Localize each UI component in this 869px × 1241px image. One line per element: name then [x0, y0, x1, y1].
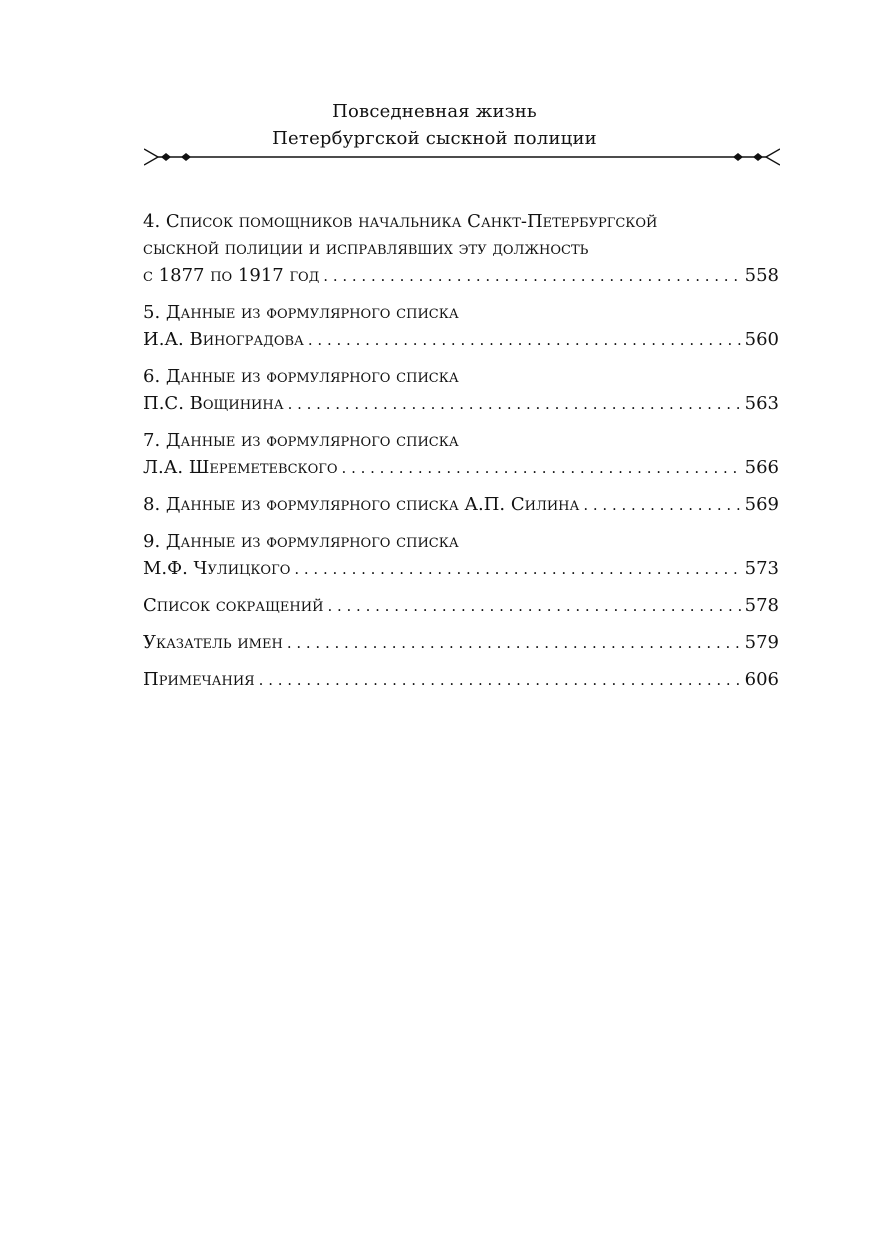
page-number: 606	[744, 669, 779, 690]
header-ornament-rule	[144, 146, 780, 168]
toc-entry-name-index[interactable]	[143, 629, 779, 657]
dot-leader	[294, 556, 740, 583]
toc-entry-text: П.С. Вощинина	[143, 393, 284, 414]
toc-entry-text: Примечания	[143, 669, 255, 690]
toc-entry-text: 5. Данные из формулярного списка	[143, 302, 459, 323]
toc-entry-text: Л.А. Шереметевского	[143, 457, 338, 478]
toc-entry-text: Указатель имен	[143, 632, 283, 653]
running-header	[0, 98, 869, 152]
dot-leader	[583, 492, 740, 519]
page-number: 569	[744, 494, 779, 515]
toc-entry-text: с 1877 по 1917 год	[143, 265, 320, 286]
toc-entry-6[interactable]	[143, 363, 779, 418]
toc-entry-text: 7. Данные из формулярного списка	[143, 430, 459, 451]
dot-leader	[287, 630, 741, 657]
toc-entry-4[interactable]	[143, 208, 779, 290]
dot-leader	[308, 327, 741, 354]
page-number: 573	[744, 558, 779, 579]
header-line-2: Петербургской сыскной полиции	[272, 128, 597, 149]
toc-entry-5[interactable]	[143, 299, 779, 354]
toc-entry-text: Список сокращений	[143, 595, 324, 616]
toc-entry-text: 4. Список помощников начальника Санкт-Петербургской	[143, 211, 658, 232]
dot-leader	[327, 593, 740, 620]
dot-leader	[323, 263, 740, 290]
dot-leader	[342, 455, 741, 482]
toc-entry-text: 9. Данные из формулярного списка	[143, 531, 459, 552]
dot-leader	[288, 391, 741, 418]
page-number: 563	[744, 393, 779, 414]
header-line-1: Повседневная жизнь	[332, 101, 537, 122]
toc-entry-notes[interactable]	[143, 666, 779, 694]
toc-entry-text: 6. Данные из формулярного списка	[143, 366, 459, 387]
toc-entry-8[interactable]	[143, 491, 779, 519]
toc-entry-9[interactable]	[143, 528, 779, 583]
toc-entry-text: сыскной полиции и исправлявших эту должность	[143, 238, 589, 259]
toc-entry-text: М.Ф. Чулицкого	[143, 558, 291, 579]
page-number: 560	[744, 329, 779, 350]
page-number: 578	[744, 595, 779, 616]
table-of-contents	[143, 208, 779, 703]
toc-entry-abbreviations[interactable]	[143, 592, 779, 620]
toc-entry-text: 8. Данные из формулярного списка А.П. Силина	[143, 494, 580, 515]
toc-entry-7[interactable]	[143, 427, 779, 482]
toc-entry-text: И.А. Виноградова	[143, 329, 304, 350]
page-number: 558	[744, 265, 779, 286]
dot-leader	[259, 667, 741, 694]
page-number: 579	[744, 632, 779, 653]
page-number: 566	[744, 457, 779, 478]
